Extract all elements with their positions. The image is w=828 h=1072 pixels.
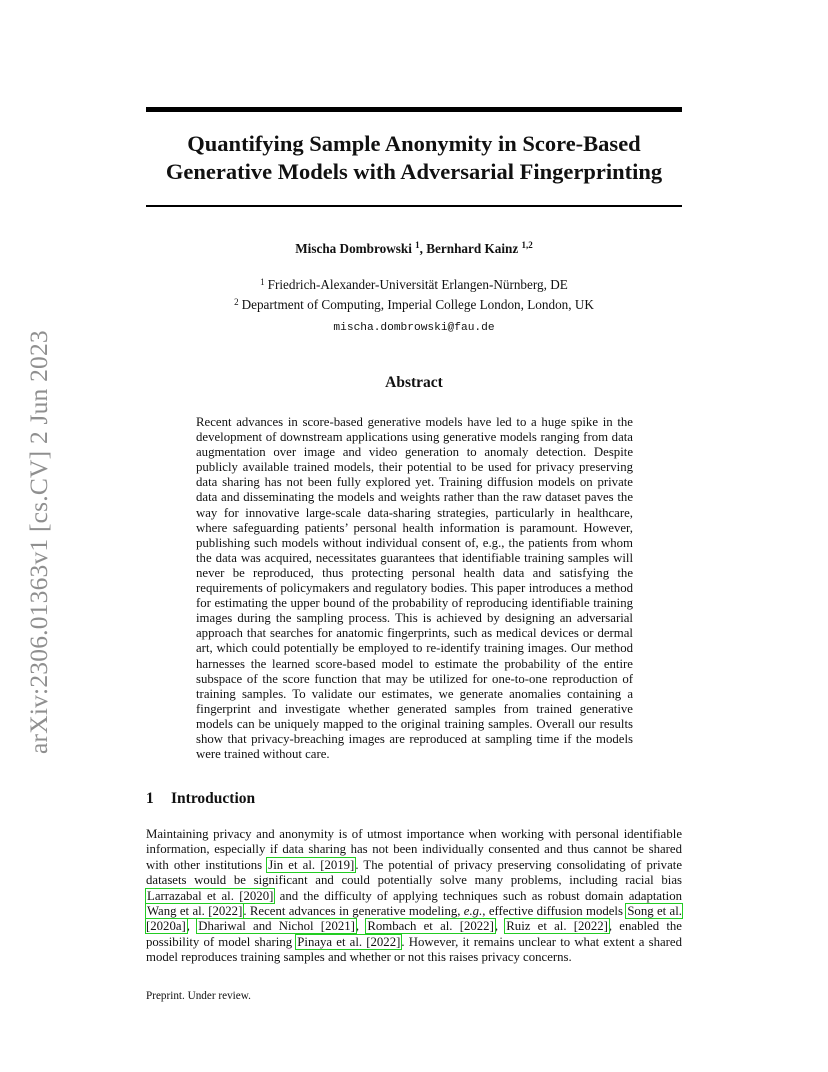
title-line-2: Generative Models with Adversarial Fingerprinting [165, 159, 663, 184]
arxiv-identifier-text: arXiv:2306.01363v1 [cs.CV] 2 Jun 2023 [24, 330, 53, 754]
citation-link[interactable]: Pinaya et al. [2022] [297, 934, 401, 949]
affiliation-line [146, 294, 682, 314]
arxiv-identifier-stamp [24, 296, 54, 756]
title-bottom-rule [146, 205, 682, 207]
author-list [146, 240, 682, 257]
paragraph-text: . The potential of privacy preserving consolidating of private datasets would be significant and could potentially solve many problems, including racial bias [146, 857, 682, 888]
introduction-paragraph [146, 827, 682, 966]
citation-link[interactable]: Song et al. [2020a] [146, 904, 682, 934]
paragraph-text: , [355, 919, 367, 934]
paragraph-text: and the difficulty of applying techniques such as robust domain adaptation [274, 888, 683, 903]
citation-link[interactable]: Ruiz et al. [2022] [506, 919, 608, 934]
paragraph-text: . However, it remains unclear to what extent a shared model reproduces training samples and whether or not this raises privacy concerns. [146, 934, 683, 965]
title-line-1: Quantifying Sample Anonymity in Score-Based [187, 131, 641, 156]
paragraph-text: , enabled the possibility of model sharing [146, 919, 682, 949]
section-heading-introduction [146, 790, 255, 808]
author-affiliation-marker: 1 [415, 240, 420, 250]
author-name: Bernhard Kainz [426, 241, 519, 256]
paragraph-text: , [494, 919, 506, 934]
author-separator: , [419, 241, 427, 256]
title-top-rule [146, 107, 682, 112]
author-affiliation-marker: 1,2 [521, 240, 533, 250]
section-number: 1 [146, 790, 154, 807]
affiliation-marker: 2 [234, 296, 239, 307]
paper-title [146, 130, 682, 186]
citation-link[interactable]: Jin et al. [2019] [268, 857, 355, 872]
affiliation-text: Friedrich-Alexander-Universität Erlangen-Nürnberg, DE [267, 277, 568, 292]
paragraph-text: , [186, 919, 198, 934]
affiliation-marker: 1 [260, 277, 265, 287]
abstract-heading: Abstract [385, 374, 443, 391]
preprint-footer: Preprint. Under review. [146, 990, 251, 1002]
abstract-body: Recent advances in score-based generative models have led to a huge spike in the development of downstream applications using generative models ranging from data augmentation over image and video generation to anomaly detection. Despite publicly available trained models, their potential to be used for privacy preserving data sharing has not been fully explored yet. Training diffusion models on private data and disseminating the models and weights rather than the raw dataset paves the way for innovative large-scale data-sharing strategies, particularly in healthcare, where safeguarding patients’ personal health information is paramount. However, publishing such models without individual consent of, e.g., the patients from whom the data was acquired, necessitates guarantees that identifiable training samples will never be reproduced, thus protecting personal health data and satisfying the requirements of policymakers and regulatory bodies. This paper introduces a method for estimating the upper bound of the probability of reproducing identifiable training images during the sampling process. This is achieved by designing an adversarial approach that searches for anatomic fingerprints, such as medical devices or dermal art, which could potentially be employed to re-identify training images. Our method harnesses the learned score-based model to estimate the probability of the entire subspace of the score function that may be utilized for one-to-one reproduction of training samples. To validate our estimates, we generate anomalies containing a fingerprint and investigate whether generated samples from trained generative models can be uniquely mapped to the original training samples. Overall our results show that privacy-breaching images are reproduced at sampling time if the models were trained without care. [196, 415, 633, 762]
paragraph-text: , effective diffusion models [482, 904, 627, 919]
citation-link[interactable]: Rombach et al. [2022] [367, 919, 494, 934]
paragraph-text: . Recent advances in generative modeling, [243, 904, 464, 919]
author-email: mischa.dombrowski@fau.de [333, 322, 495, 334]
emphasis-text: e.g. [463, 904, 483, 919]
affiliations [146, 274, 682, 313]
citation-link[interactable]: Larrazabal et al. [2020] [147, 888, 274, 903]
citation-link[interactable]: Wang et al. [2022] [147, 904, 243, 919]
citation-link[interactable]: Dhariwal and Nichol [2021] [198, 919, 355, 934]
author-name: Mischa Dombrowski [295, 241, 412, 256]
affiliation-text: Department of Computing, Imperial College London, London, UK [241, 296, 594, 312]
paragraph-text: Maintaining privacy and anonymity is of utmost importance when working with personal identifiable information, especially if data sharing has not been individually consented and thus cannot be shared with other institutions [146, 827, 682, 872]
affiliation-line [146, 274, 682, 294]
section-title: Introduction [171, 790, 256, 807]
